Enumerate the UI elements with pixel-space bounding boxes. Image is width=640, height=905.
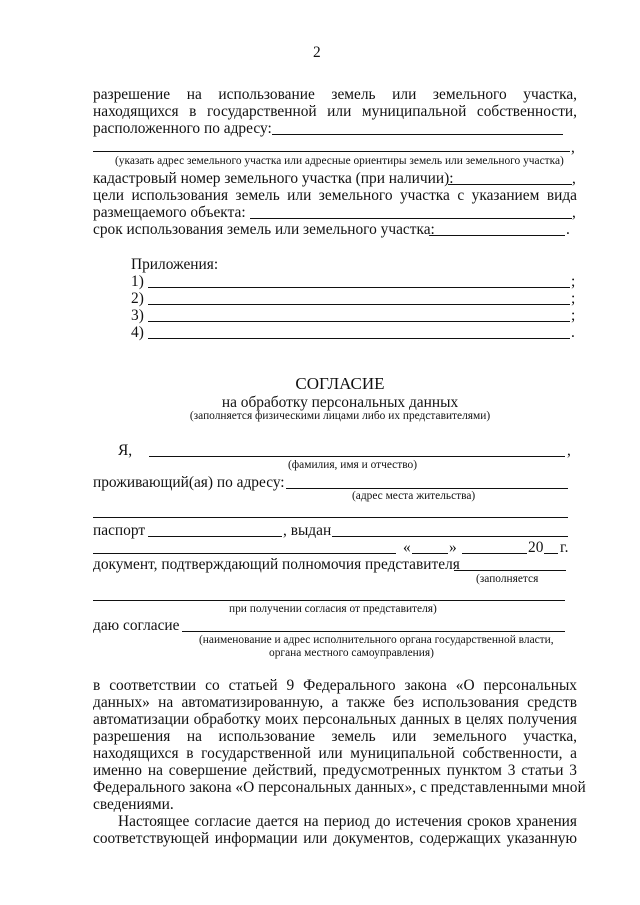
intro-line-1: разрешение на использование земель или земельного участка,	[93, 86, 577, 103]
doc-field[interactable]	[454, 570, 566, 571]
cadastral-end-mark: ,	[572, 170, 576, 187]
doc-hint-2: при получении согласия от представителя)	[229, 603, 437, 615]
i-label: Я,	[118, 442, 133, 459]
passport-label: паспорт	[93, 522, 146, 539]
consent-body-line: данных» на автоматизированную, а также без использования средств	[93, 694, 577, 711]
attachment-field-4[interactable]	[148, 338, 570, 339]
attachment-number: 3)	[131, 307, 144, 324]
attachment-field-2[interactable]	[148, 304, 570, 305]
consent-body-line: Федерального закона «О персональных данных», с представленными мной	[93, 779, 586, 796]
attachment-field-3[interactable]	[148, 321, 570, 322]
issued-label: , выдан	[283, 522, 332, 539]
authority-hint-1: (наименование и адрес исполнительного органа государственной власти,	[199, 634, 554, 646]
residence-field[interactable]	[286, 488, 568, 489]
consent-body-line: находящихся в государственной или муниципальной собственности, а	[93, 745, 577, 762]
cadastral-field[interactable]	[448, 184, 572, 185]
issued-by-field-line-2[interactable]	[93, 553, 396, 554]
residence-label: проживающий(ая) по адресу:	[93, 474, 285, 491]
attachment-field-1[interactable]	[148, 287, 570, 288]
attachment-end-mark: ;	[571, 273, 576, 290]
term-paragraph-line: Настоящее согласие дается на период до истечения сроков хранения	[118, 813, 577, 830]
year-suffix: г.	[560, 539, 569, 556]
consent-body-line: автоматизации обработку моих персональных данных в целях получения	[93, 711, 577, 728]
name-end-mark: ,	[567, 442, 571, 459]
residence-hint: (адрес места жительства)	[352, 490, 476, 502]
address-field-line-2[interactable]	[93, 151, 570, 152]
address-hint: (указать адрес земельного участка или адресные ориентиры земель или земельного участка)	[115, 155, 564, 167]
address-label: расположенного по адресу:	[93, 120, 272, 137]
term-paragraph-line: соответствующей информации или документов, содержащих указанную	[93, 830, 577, 847]
issue-year-field[interactable]	[544, 553, 558, 554]
term-end-mark: .	[566, 221, 570, 238]
consent-body-line: разрешения на использование земель или земельного участка,	[93, 728, 577, 745]
consent-body-line: в соответствии со статьей 9 Федерального закона «О персональных	[93, 677, 577, 694]
attachments-heading: Приложения:	[131, 256, 219, 273]
attachment-end-mark: .	[571, 324, 575, 341]
term-label: срок использования земель или земельного участка:	[93, 221, 435, 238]
term-field[interactable]	[429, 235, 565, 236]
consent-body-last-line: сведениями.	[93, 796, 174, 813]
attachment-number: 4)	[131, 324, 144, 341]
attachment-number: 2)	[131, 290, 144, 307]
full-name-field[interactable]	[149, 456, 565, 457]
attachment-end-mark: ;	[571, 307, 576, 324]
year-prefix: 20	[528, 539, 544, 556]
authority-hint-2: органа местного самоуправления)	[269, 647, 434, 659]
purpose-line-1: цели использования земель или земельного участка с указанием вида	[93, 187, 577, 204]
agree-label: даю согласие	[93, 617, 180, 634]
purpose-end-mark: ,	[572, 204, 576, 221]
attachment-end-mark: ;	[571, 290, 576, 307]
address-field[interactable]	[272, 134, 563, 135]
intro-line-2: находящихся в государственной или муниципальной собственности,	[93, 103, 577, 120]
cadastral-label: кадастровый номер земельного участка (при наличии):	[93, 170, 454, 187]
name-hint: (фамилия, имя и отчество)	[288, 459, 417, 471]
passport-field[interactable]	[148, 536, 282, 537]
consent-body-line: именно на совершение действий, предусмотренных пунктом 3 статьи 3	[93, 762, 577, 779]
purpose-label: размещаемого объекта:	[93, 204, 246, 221]
address-end-mark: ,	[571, 139, 575, 156]
doc-hint: (заполняется	[476, 573, 539, 585]
consent-subtitle: на обработку персональных данных	[221, 394, 459, 411]
consent-title: СОГЛАСИЕ	[295, 374, 385, 393]
doc-field-line-2[interactable]	[93, 600, 565, 601]
page-number: 2	[313, 44, 321, 61]
quote-close: »	[449, 539, 457, 556]
consent-note: (заполняется физическими лицами либо их представителями)	[189, 410, 491, 422]
issued-by-field[interactable]	[332, 536, 568, 537]
attachment-number: 1)	[131, 273, 144, 290]
authority-field[interactable]	[182, 631, 565, 632]
doc-label: документ, подтверждающий полномочия представителя	[93, 556, 460, 573]
quote-open: «	[403, 539, 411, 556]
purpose-field[interactable]	[250, 218, 572, 219]
issue-day-field[interactable]	[412, 553, 448, 554]
residence-field-line-2[interactable]	[93, 517, 568, 518]
issue-month-field[interactable]	[462, 553, 527, 554]
